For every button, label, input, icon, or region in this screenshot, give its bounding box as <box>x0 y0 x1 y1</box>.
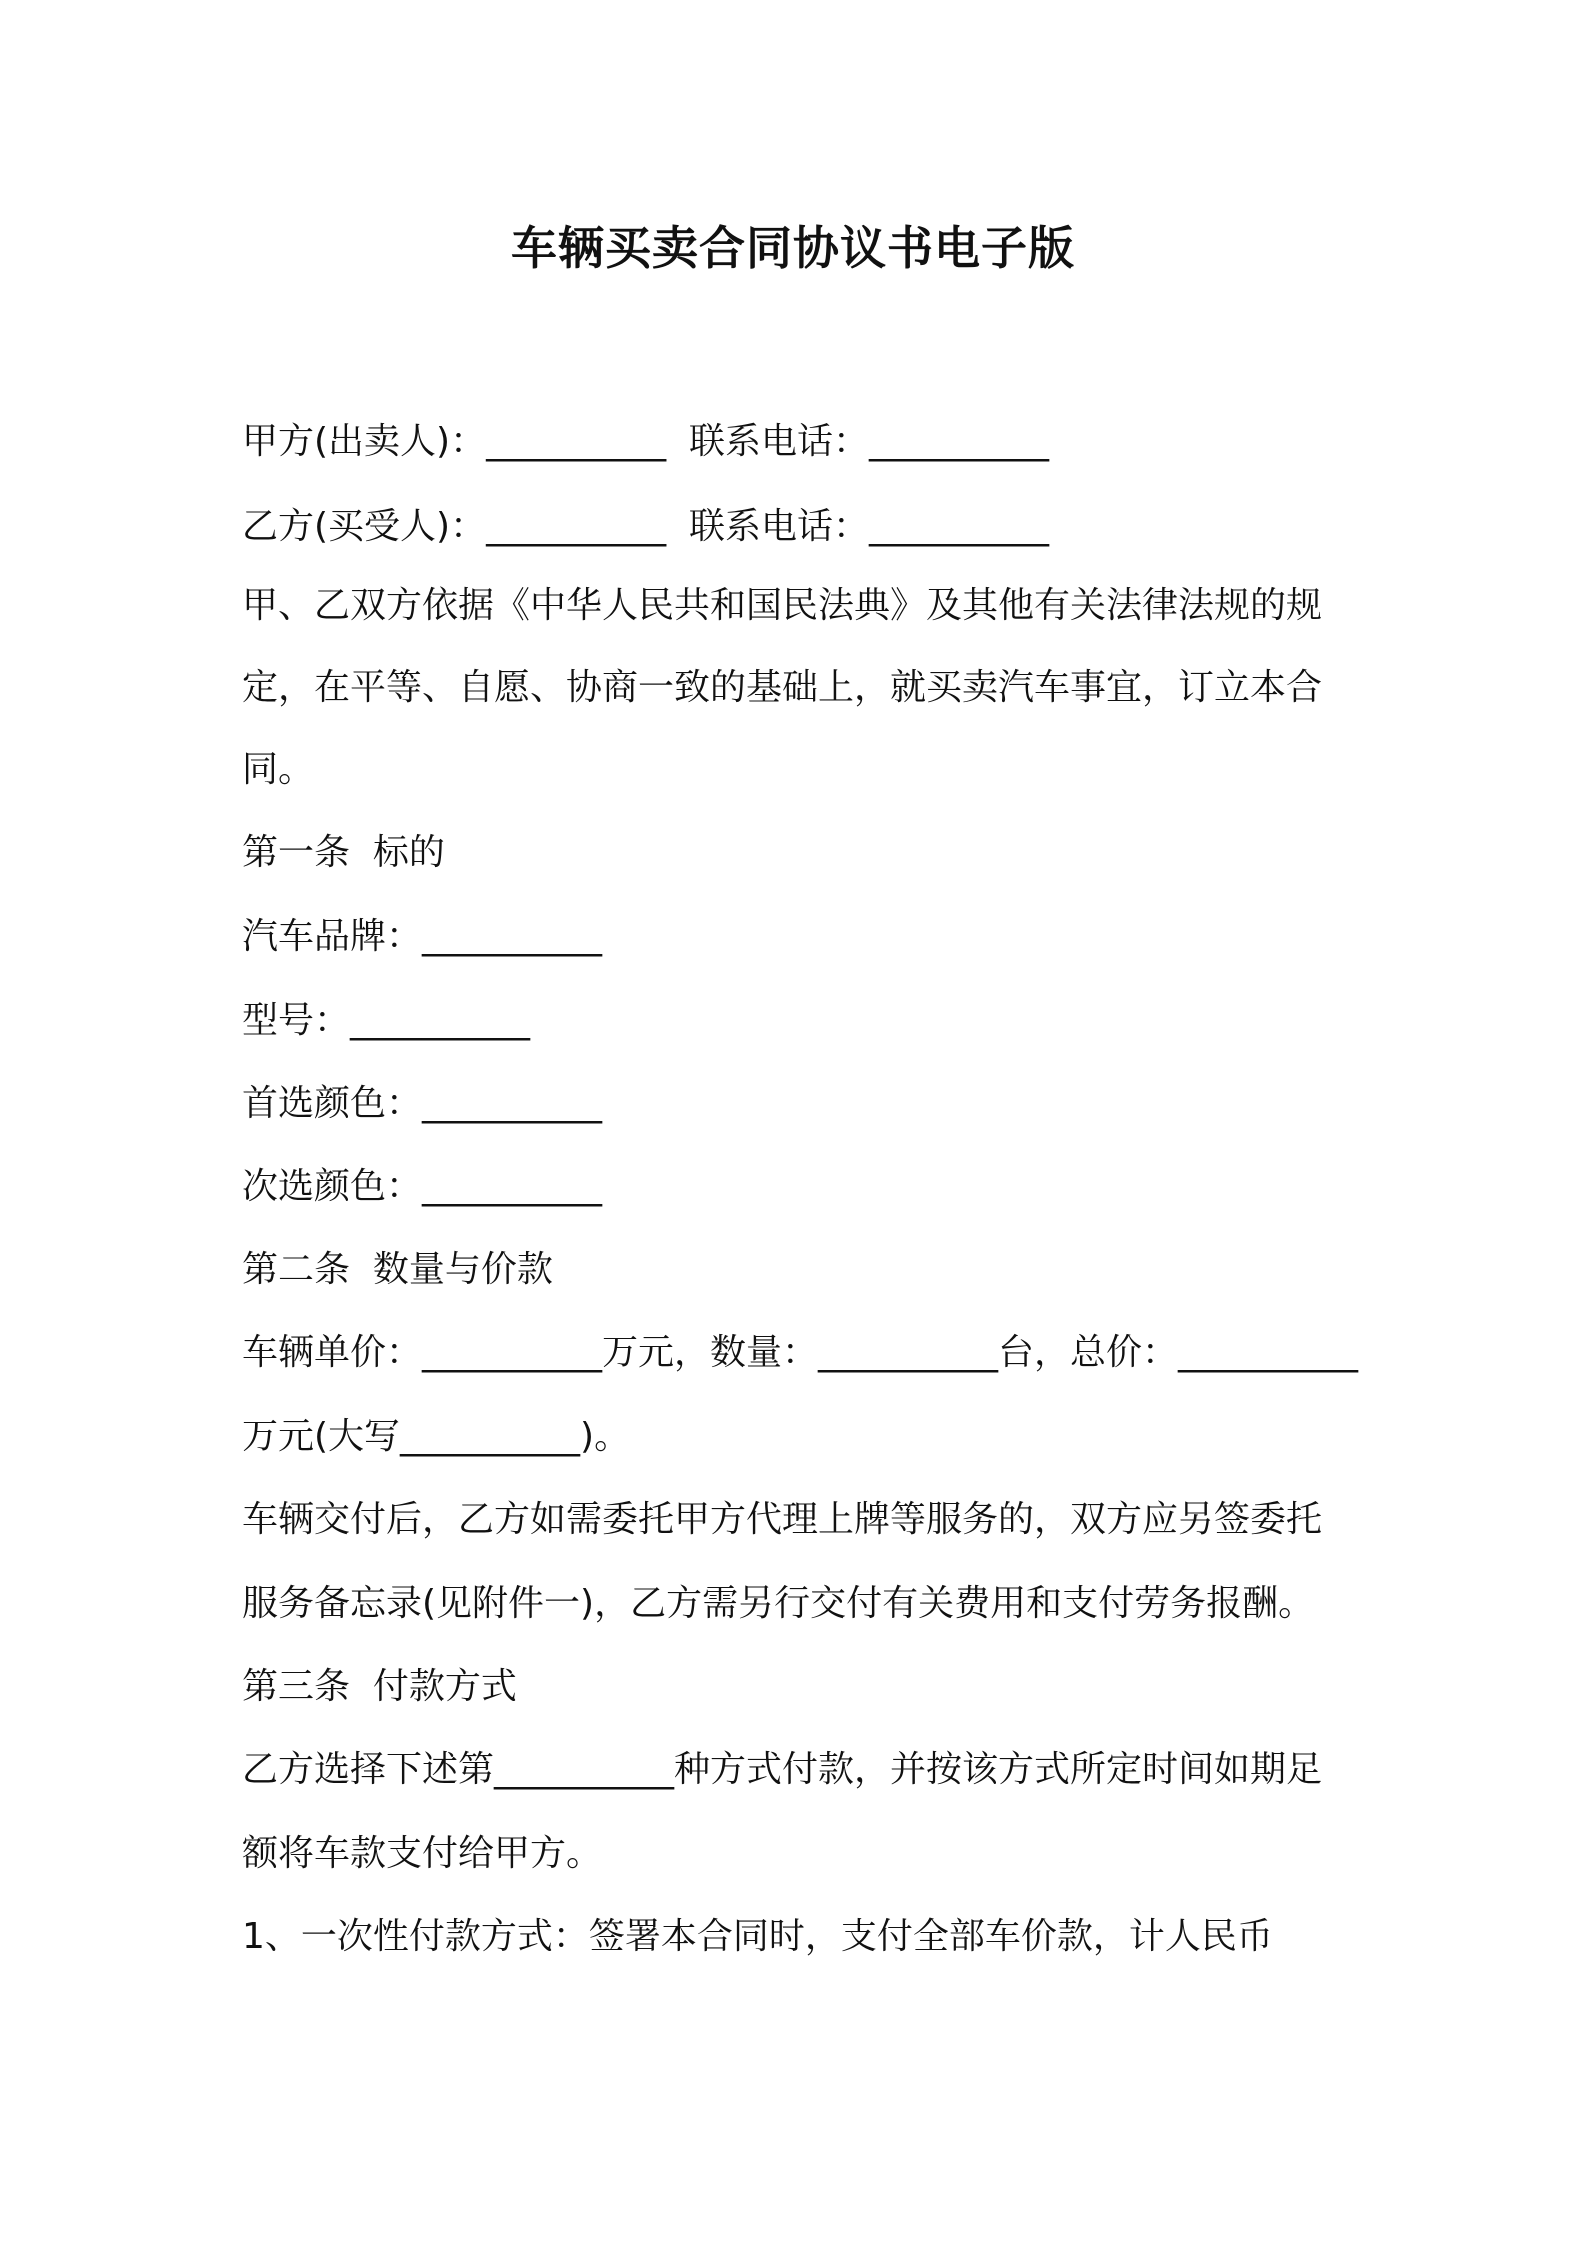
article-2-heading: 第二条 数量与价款 <box>242 1249 553 1290</box>
preamble-line-1: 甲、乙双方依据《中华人民共和国民法典》及其他有关法律法规的规 <box>242 585 1323 626</box>
party-a-line: 甲方(出卖人)：__________ 联系电话：__________ <box>242 421 1049 462</box>
car-brand-line: 汽车品牌：__________ <box>242 916 603 957</box>
first-color-line: 首选颜色：__________ <box>242 1083 603 1124</box>
delivery-line-1: 车辆交付后，乙方如需委托甲方代理上牌等服务的，双方应另签委托 <box>242 1499 1323 1540</box>
price-line-1: 车辆单价：__________万元，数量：__________台，总价：__________ <box>242 1332 1359 1373</box>
price-line-2: 万元(大写__________)。 <box>242 1416 631 1457</box>
party-b-line: 乙方(买受人)：__________ 联系电话：__________ <box>242 506 1049 547</box>
payment-option-1: 1、一次性付款方式：签署本合同时，支付全部车价款，计人民币 <box>242 1916 1273 1957</box>
preamble-line-3: 同。 <box>242 749 315 790</box>
payment-line-2: 额将车款支付给甲方。 <box>242 1833 603 1874</box>
payment-line-1: 乙方选择下述第__________种方式付款，并按该方式所定时间如期足 <box>242 1749 1323 1790</box>
second-color-line: 次选颜色：__________ <box>242 1166 603 1207</box>
article-3-heading: 第三条 付款方式 <box>242 1666 517 1707</box>
article-1-heading: 第一条 标的 <box>242 832 445 873</box>
preamble-line-2: 定，在平等、自愿、协商一致的基础上，就买卖汽车事宜，订立本合 <box>242 667 1323 708</box>
document-title: 车辆买卖合同协议书电子版 <box>511 221 1075 275</box>
delivery-line-2: 服务备忘录(见附件一)，乙方需另行交付有关费用和支付劳务报酬。 <box>242 1583 1315 1624</box>
model-line: 型号：__________ <box>242 1000 531 1041</box>
